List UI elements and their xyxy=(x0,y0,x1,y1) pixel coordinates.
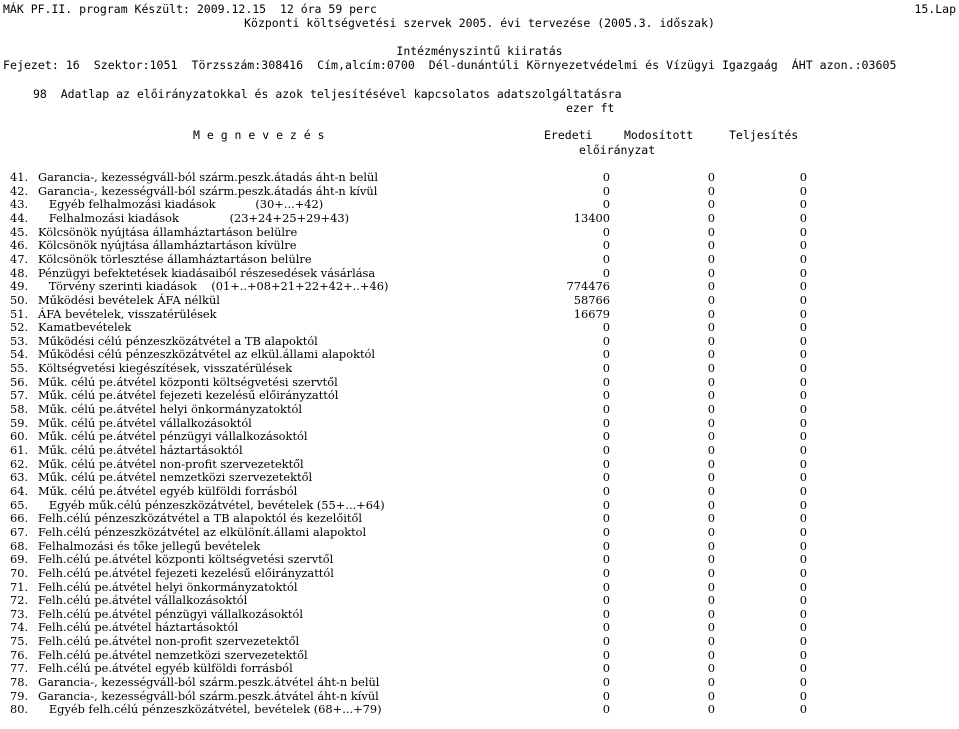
table-row xyxy=(10,485,955,499)
table-row xyxy=(10,335,955,349)
table-row xyxy=(10,499,955,513)
row-label: ÁFA bevételek, visszatérülések xyxy=(38,306,217,321)
row-modositott-value: 0 xyxy=(707,593,715,608)
table-row xyxy=(10,567,955,581)
table-row xyxy=(10,185,955,199)
row-modositott-value: 0 xyxy=(707,415,715,430)
row-modositott-value: 0 xyxy=(707,279,715,294)
table-row xyxy=(10,662,955,676)
row-teljesites-value: 0 xyxy=(799,524,807,539)
row-label: Egyéb műk.célú pénzeszközátvétel, bevételek (55+...+64) xyxy=(38,497,385,512)
row-number: 69. xyxy=(10,552,29,567)
row-eredeti-value: 0 xyxy=(602,511,610,526)
table-row xyxy=(10,703,955,717)
row-teljesites-value: 0 xyxy=(799,443,807,457)
row-teljesites-value: 0 xyxy=(799,456,807,471)
row-teljesites-value: 0 xyxy=(799,470,807,485)
row-teljesites-value: 0 xyxy=(799,552,807,567)
row-eredeti-value: 13400 xyxy=(573,210,610,225)
row-modositott-value: 0 xyxy=(707,456,715,471)
row-modositott-value: 0 xyxy=(707,552,715,567)
row-label: Pénzügyi befektetések kiadásaiból részesedések vásárlása xyxy=(38,265,376,280)
row-label: Működési célú pénzeszközátvétel az elkül.állami alapoktól xyxy=(38,347,376,362)
row-teljesites-value: 0 xyxy=(799,634,807,649)
row-eredeti-value: 0 xyxy=(602,361,610,376)
row-modositott-value: 0 xyxy=(707,497,715,512)
row-modositott-value: 0 xyxy=(707,675,715,690)
row-eredeti-value: 0 xyxy=(602,620,610,635)
row-number: 78. xyxy=(10,675,29,690)
row-eredeti-value: 0 xyxy=(602,265,610,280)
row-modositott-value: 0 xyxy=(707,183,715,198)
table-row xyxy=(10,512,955,526)
table-row xyxy=(10,581,955,595)
row-modositott-value: 0 xyxy=(707,361,715,376)
row-eredeti-value: 0 xyxy=(602,443,610,457)
row-modositott-value: 0 xyxy=(707,634,715,649)
row-number: 75. xyxy=(10,634,29,649)
row-number: 74. xyxy=(10,620,29,635)
row-label: Felh.célú pe.átvétel egyéb külföldi forrásból xyxy=(38,661,293,676)
row-eredeti-value: 16679 xyxy=(573,306,610,321)
row-eredeti-value: 0 xyxy=(602,374,610,389)
row-number: 80. xyxy=(10,702,29,717)
row-number: 70. xyxy=(10,565,29,580)
row-eredeti-value: 0 xyxy=(602,675,610,690)
row-number: 67. xyxy=(10,524,29,539)
col-eredeti-sub-header: előirányzat xyxy=(579,143,656,157)
row-eredeti-value: 0 xyxy=(602,251,610,266)
row-number: 63. xyxy=(10,470,29,485)
table-row xyxy=(10,389,955,403)
row-number: 42. xyxy=(10,183,29,198)
row-label: Műk. célú pe.átvétel egyéb külföldi forrásból xyxy=(38,483,298,498)
row-teljesites-value: 0 xyxy=(799,265,807,280)
row-teljesites-value: 0 xyxy=(799,675,807,690)
row-eredeti-value: 0 xyxy=(602,661,610,676)
row-label: Műk. célú pe.átvétel központi költségvetési szervtől xyxy=(38,374,338,389)
row-teljesites-value: 0 xyxy=(799,197,807,212)
row-modositott-value: 0 xyxy=(707,483,715,498)
row-label: Kölcsönök nyújtása államháztartáson belülre xyxy=(38,224,298,239)
row-label: Felh.célú pe.átvétel fejezeti kezelésű előirányzattól xyxy=(38,565,334,580)
row-modositott-value: 0 xyxy=(707,388,715,403)
report-subtitle: Központi költségvetési szervek 2005. évi tervezése (2005.3. időszak) xyxy=(244,16,715,30)
row-eredeti-value: 774476 xyxy=(566,279,610,294)
table-row xyxy=(10,458,955,472)
row-label: Egyéb felh.célú pénzeszközátvétel, bevételek (68+...+79) xyxy=(38,702,382,717)
row-label: Felhalmozási kiadások (23+24+25+29+43) xyxy=(38,210,350,225)
row-modositott-value: 0 xyxy=(707,210,715,225)
report-generated-line: MÁK PF.II. program Készült: 2009.12.15 12 óra 59 perc xyxy=(3,2,377,16)
row-modositott-value: 0 xyxy=(707,606,715,621)
row-label: Műk. célú pe.átvétel nemzetközi szervezetektől xyxy=(38,470,313,485)
row-teljesites-value: 0 xyxy=(799,183,807,198)
row-teljesites-value: 0 xyxy=(799,292,807,307)
row-teljesites-value: 0 xyxy=(799,483,807,498)
row-modositott-value: 0 xyxy=(707,347,715,362)
row-teljesites-value: 0 xyxy=(799,688,807,703)
row-eredeti-value: 0 xyxy=(602,402,610,417)
row-number: 41. xyxy=(10,170,29,184)
col-eredeti-header: Eredeti xyxy=(544,128,593,142)
row-eredeti-value: 0 xyxy=(602,634,610,649)
row-eredeti-value: 0 xyxy=(602,470,610,485)
table-row xyxy=(10,635,955,649)
col-name-header: M e g n e v e z é s xyxy=(193,128,325,142)
row-teljesites-value: 0 xyxy=(799,606,807,621)
table-row xyxy=(10,690,955,704)
row-teljesites-value: 0 xyxy=(799,224,807,239)
table-row xyxy=(10,444,955,458)
row-label: Műk. célú pe.átvétel helyi önkormányzatoktól xyxy=(38,402,303,417)
row-teljesites-value: 0 xyxy=(799,429,807,444)
row-teljesites-value: 0 xyxy=(799,497,807,512)
row-eredeti-value: 0 xyxy=(602,497,610,512)
row-label: Garancia-, kezességváll-ból szárm.peszk.átvétel áht-n belül xyxy=(38,675,380,690)
row-label: Műk. célú pe.átvétel vállalkozásoktól xyxy=(38,415,252,430)
row-modositott-value: 0 xyxy=(707,429,715,444)
col-teljesites-header: Teljesítés xyxy=(729,128,799,142)
row-eredeti-value: 0 xyxy=(602,170,610,184)
table-row xyxy=(10,362,955,376)
row-teljesites-value: 0 xyxy=(799,579,807,594)
table-row xyxy=(10,212,955,226)
table-row xyxy=(10,621,955,635)
row-eredeti-value: 0 xyxy=(602,647,610,662)
row-number: 61. xyxy=(10,443,29,457)
row-number: 57. xyxy=(10,388,29,403)
row-modositott-value: 0 xyxy=(707,320,715,335)
row-label: Költségvetési kiegészítések, visszatérülések xyxy=(38,361,293,376)
row-teljesites-value: 0 xyxy=(799,565,807,580)
table-row xyxy=(10,294,955,308)
row-eredeti-value: 0 xyxy=(602,483,610,498)
row-label: Felh.célú pe.átvétel helyi önkormányzatoktól xyxy=(38,579,298,594)
row-modositott-value: 0 xyxy=(707,511,715,526)
table-row xyxy=(10,540,955,554)
row-modositott-value: 0 xyxy=(707,661,715,676)
row-eredeti-value: 0 xyxy=(602,593,610,608)
row-eredeti-value: 0 xyxy=(602,388,610,403)
row-number: 66. xyxy=(10,511,29,526)
row-teljesites-value: 0 xyxy=(799,415,807,430)
unit-label: ezer ft xyxy=(566,101,615,115)
row-label: Működési bevételek ÁFA nélkül xyxy=(38,292,220,307)
table-row xyxy=(10,471,955,485)
row-eredeti-value: 0 xyxy=(602,347,610,362)
table-row xyxy=(10,676,955,690)
table-row xyxy=(10,226,955,240)
table-row xyxy=(10,308,955,322)
row-number: 59. xyxy=(10,415,29,430)
row-number: 58. xyxy=(10,402,29,417)
row-number: 47. xyxy=(10,251,29,266)
row-eredeti-value: 0 xyxy=(602,702,610,717)
table-row xyxy=(10,376,955,390)
row-label: Felhalmozási és tőke jellegű bevételek xyxy=(38,538,261,553)
chapter-line: Fejezet: 16 Szektor:1051 Törzsszám:308416 Cím,alcím:0700 Dél-dunántúli Környezetvédelmi és Vízügyi Igazgaág ÁHT azon.:03605 xyxy=(3,58,897,72)
row-eredeti-value: 0 xyxy=(602,565,610,580)
row-label: Felh.célú pe.átvétel központi költségvetési szervtől xyxy=(38,552,334,567)
row-label: Kölcsönök nyújtása államháztartáson kívülre xyxy=(38,238,297,253)
row-number: 60. xyxy=(10,429,29,444)
table-row xyxy=(10,253,955,267)
table-row xyxy=(10,594,955,608)
table-row xyxy=(10,430,955,444)
row-eredeti-value: 58766 xyxy=(573,292,610,307)
row-modositott-value: 0 xyxy=(707,292,715,307)
row-modositott-value: 0 xyxy=(707,538,715,553)
row-modositott-value: 0 xyxy=(707,402,715,417)
row-number: 56. xyxy=(10,374,29,389)
row-number: 55. xyxy=(10,361,29,376)
table-row xyxy=(10,280,955,294)
row-eredeti-value: 0 xyxy=(602,606,610,621)
row-number: 44. xyxy=(10,210,29,225)
row-label: Műk. célú pe.átvétel pénzügyi vállalkozásoktól xyxy=(38,429,308,444)
row-number: 76. xyxy=(10,647,29,662)
row-modositott-value: 0 xyxy=(707,197,715,212)
table-row xyxy=(10,417,955,431)
row-number: 51. xyxy=(10,306,29,321)
page-number: 15.Lap xyxy=(914,2,956,16)
row-modositott-value: 0 xyxy=(707,565,715,580)
row-modositott-value: 0 xyxy=(707,524,715,539)
table-row xyxy=(10,403,955,417)
row-number: 46. xyxy=(10,238,29,253)
row-teljesites-value: 0 xyxy=(799,511,807,526)
row-teljesites-value: 0 xyxy=(799,538,807,553)
table-row xyxy=(10,608,955,622)
report-kiiratas: Intézményszintű kiiratás xyxy=(396,44,563,58)
row-eredeti-value: 0 xyxy=(602,183,610,198)
table-row xyxy=(10,267,955,281)
row-modositott-value: 0 xyxy=(707,238,715,253)
row-eredeti-value: 0 xyxy=(602,429,610,444)
row-modositott-value: 0 xyxy=(707,170,715,184)
row-modositott-value: 0 xyxy=(707,620,715,635)
row-modositott-value: 0 xyxy=(707,470,715,485)
row-teljesites-value: 0 xyxy=(799,661,807,676)
row-number: 43. xyxy=(10,197,29,212)
row-number: 45. xyxy=(10,224,29,239)
row-teljesites-value: 0 xyxy=(799,238,807,253)
row-label: Kölcsönök törlesztése államháztartáson belülre xyxy=(38,251,312,266)
row-teljesites-value: 0 xyxy=(799,620,807,635)
row-eredeti-value: 0 xyxy=(602,456,610,471)
row-modositott-value: 0 xyxy=(707,374,715,389)
table-row xyxy=(10,649,955,663)
row-number: 71. xyxy=(10,579,29,594)
row-teljesites-value: 0 xyxy=(799,702,807,717)
row-modositott-value: 0 xyxy=(707,443,715,457)
row-label: Felh.célú pe.átvétel háztartásoktól xyxy=(38,620,239,635)
row-number: 72. xyxy=(10,593,29,608)
row-teljesites-value: 0 xyxy=(799,647,807,662)
row-label: Törvény szerinti kiadások (01+..+08+21+22+42+..+46) xyxy=(38,279,389,294)
row-number: 54. xyxy=(10,347,29,362)
row-teljesites-value: 0 xyxy=(799,320,807,335)
row-teljesites-value: 0 xyxy=(799,361,807,376)
table-row xyxy=(10,526,955,540)
row-teljesites-value: 0 xyxy=(799,333,807,348)
row-label: Felh.célú pe.átvétel non-profit szervezetektől xyxy=(38,634,300,649)
row-modositott-value: 0 xyxy=(707,306,715,321)
row-teljesites-value: 0 xyxy=(799,402,807,417)
row-label: Felh.célú pe.átvétel nemzetközi szervezetektől xyxy=(38,647,308,662)
row-eredeti-value: 0 xyxy=(602,320,610,335)
row-modositott-value: 0 xyxy=(707,702,715,717)
row-teljesites-value: 0 xyxy=(799,347,807,362)
table-row xyxy=(10,171,955,185)
row-label: Kamatbevételek xyxy=(38,320,132,335)
row-label: Egyéb felhalmozási kiadások (30+...+42) xyxy=(38,197,324,212)
row-number: 79. xyxy=(10,688,29,703)
row-label: Működési célú pénzeszközátvétel a TB alapoktól xyxy=(38,333,318,348)
adatlap-title: 98 Adatlap az előirányzatokkal és azok teljesítésével kapcsolatos adatszolgáltatásra xyxy=(33,87,622,101)
row-eredeti-value: 0 xyxy=(602,688,610,703)
row-eredeti-value: 0 xyxy=(602,224,610,239)
row-eredeti-value: 0 xyxy=(602,552,610,567)
table-row xyxy=(10,348,955,362)
row-label: Felh.célú pénzeszközátvétel az elkülönít.állami alapoktol xyxy=(38,524,367,539)
row-teljesites-value: 0 xyxy=(799,251,807,266)
row-modositott-value: 0 xyxy=(707,688,715,703)
row-teljesites-value: 0 xyxy=(799,279,807,294)
row-number: 62. xyxy=(10,456,29,471)
row-modositott-value: 0 xyxy=(707,251,715,266)
row-number: 50. xyxy=(10,292,29,307)
row-teljesites-value: 0 xyxy=(799,210,807,225)
row-teljesites-value: 0 xyxy=(799,170,807,184)
row-modositott-value: 0 xyxy=(707,333,715,348)
row-number: 65. xyxy=(10,497,29,512)
table-row xyxy=(10,198,955,212)
row-number: 53. xyxy=(10,333,29,348)
row-label: Felh.célú pe.átvétel vállalkozásoktól xyxy=(38,593,248,608)
row-eredeti-value: 0 xyxy=(602,579,610,594)
row-modositott-value: 0 xyxy=(707,579,715,594)
table-row xyxy=(10,239,955,253)
row-eredeti-value: 0 xyxy=(602,415,610,430)
row-modositott-value: 0 xyxy=(707,224,715,239)
row-teljesites-value: 0 xyxy=(799,306,807,321)
table-row xyxy=(10,553,955,567)
row-eredeti-value: 0 xyxy=(602,524,610,539)
row-label: Műk. célú pe.átvétel non-profit szervezetektől xyxy=(38,456,304,471)
row-eredeti-value: 0 xyxy=(602,333,610,348)
row-modositott-value: 0 xyxy=(707,265,715,280)
row-eredeti-value: 0 xyxy=(602,197,610,212)
row-number: 77. xyxy=(10,661,29,676)
row-number: 73. xyxy=(10,606,29,621)
row-teljesites-value: 0 xyxy=(799,374,807,389)
row-number: 48. xyxy=(10,265,29,280)
row-teljesites-value: 0 xyxy=(799,593,807,608)
row-label: Garancia-, kezességváll-ból szárm.peszk.átadás áht-n belül xyxy=(38,170,379,184)
table-row xyxy=(10,321,955,335)
row-number: 64. xyxy=(10,483,29,498)
row-label: Garancia-, kezességváll-ból szárm.peszk.átvátel áht-n kívül xyxy=(38,688,379,703)
row-label: Garancia-, kezességváll-ból szárm.peszk.átadás áht-n kívül xyxy=(38,183,378,198)
row-number: 68. xyxy=(10,538,29,553)
row-number: 49. xyxy=(10,279,29,294)
row-eredeti-value: 0 xyxy=(602,238,610,253)
row-number: 52. xyxy=(10,320,29,335)
col-modositott-header: Modosított xyxy=(624,128,694,142)
row-label: Felh.célú pe.átvétel pénzügyi vállalkozásoktól xyxy=(38,606,303,621)
row-modositott-value: 0 xyxy=(707,647,715,662)
row-eredeti-value: 0 xyxy=(602,538,610,553)
row-label: Műk. célú pe.átvétel háztartásoktól xyxy=(38,443,243,457)
row-teljesites-value: 0 xyxy=(799,388,807,403)
row-label: Felh.célú pénzeszközátvétel a TB alapoktól és kezelőitől xyxy=(38,511,362,526)
row-label: Műk. célú pe.átvétel fejezeti kezelésű előirányzattól xyxy=(38,388,339,403)
